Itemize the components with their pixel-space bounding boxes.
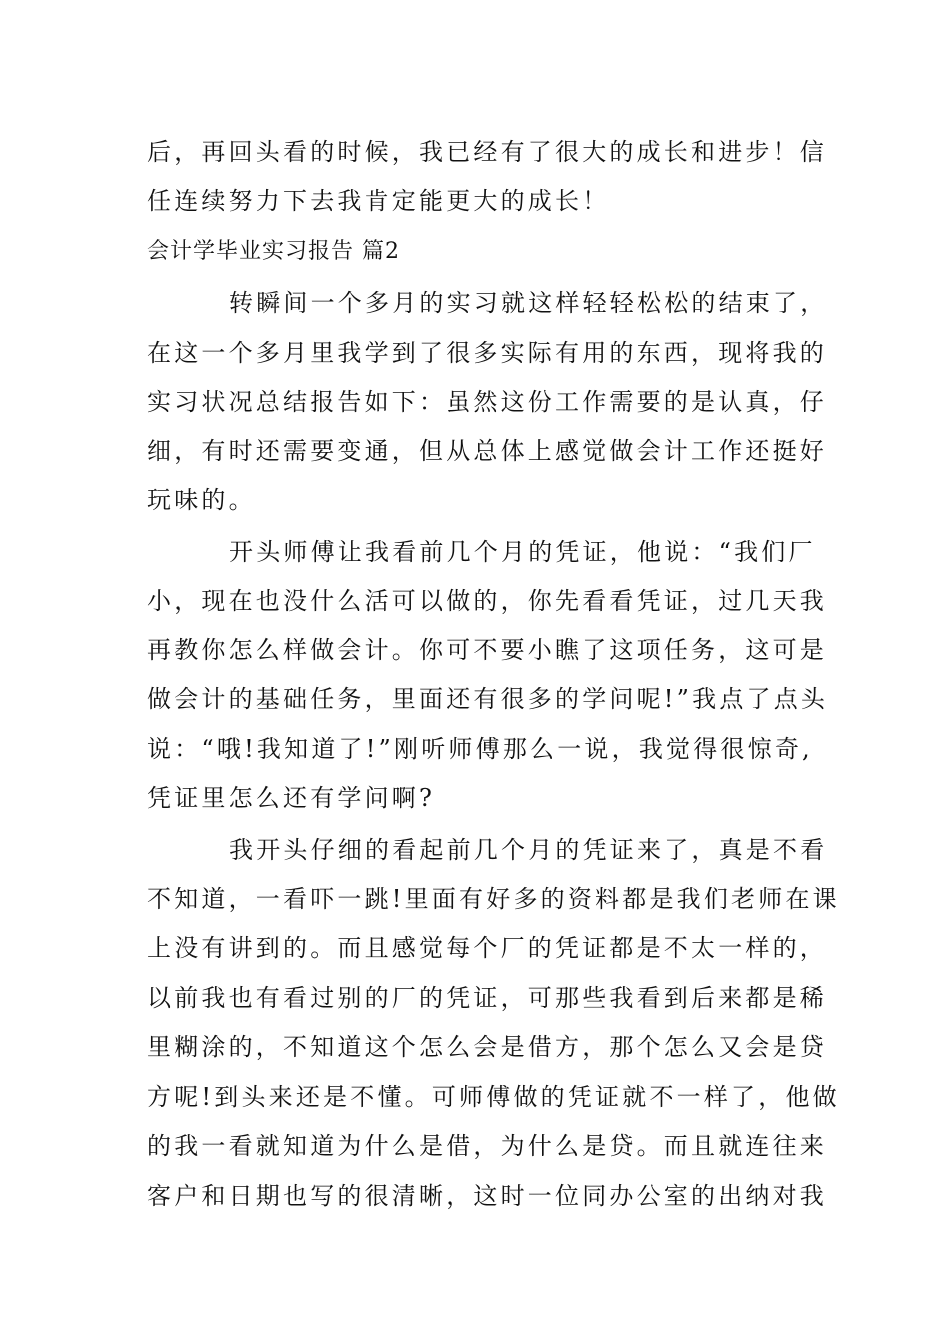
paragraph2-line-2: 小，现在也没什么活可以做的，你先看看凭证，过几天我	[147, 587, 827, 615]
paragraph3-line-1: 我开头仔细的看起前几个月的凭证来了，真是不看	[229, 836, 828, 864]
paragraph1-line-3: 实习状况总结报告如下：虽然这份工作需要的是认真，仔	[147, 388, 827, 416]
paragraph2-line-6: 凭证里怎么还有学问啊?	[147, 784, 436, 812]
intro-line-1: 后，再回头看的时候，我已经有了很大的成长和进步！信	[147, 138, 827, 166]
paragraph1-line-4: 细，有时还需要变通，但从总体上感觉做会计工作还挺好	[147, 437, 827, 465]
paragraph3-line-5: 里糊涂的，不知道这个怎么会是借方，那个怎么又会是贷	[147, 1033, 827, 1061]
paragraph3-line-7: 的我一看就知道为什么是借，为什么是贷。而且就连往来	[147, 1132, 827, 1160]
paragraph2-line-3: 再教你怎么样做会计。你可不要小瞧了这项任务，这可是	[147, 636, 827, 664]
paragraph3-line-6: 方呢!到头来还是不懂。可师傅做的凭证就不一样了，他做	[147, 1083, 840, 1111]
paragraph1-line-2: 在这一个多月里我学到了很多实际有用的东西，现将我的	[147, 339, 827, 367]
paragraph1-line-1: 转瞬间一个多月的实习就这样轻轻松松的结束了，	[229, 289, 828, 317]
paragraph3-line-4: 以前我也有看过别的厂的凭证，可那些我看到后来都是稀	[147, 984, 827, 1012]
paragraph3-line-3: 上没有讲到的。而且感觉每个厂的凭证都是不太一样的，	[147, 934, 827, 962]
paragraph2-line-5: 说：“哦!我知道了!”刚听师傅那么一说，我觉得很惊奇,	[147, 735, 813, 763]
section-title: 会计学毕业实习报告 篇2	[147, 239, 400, 264]
paragraph2-line-4: 做会计的基础任务，里面还有很多的学问呢!”我点了点头	[147, 685, 829, 713]
intro-line-2: 任连续努力下去我肯定能更大的成长！	[147, 187, 610, 215]
paragraph3-line-8: 客户和日期也写的很清晰，这时一位同办公室的出纳对我	[147, 1182, 827, 1210]
paragraph3-line-2: 不知道，一看吓一跳!里面有好多的资料都是我们老师在课	[147, 885, 840, 913]
paragraph2-line-1: 开头师傅让我看前几个月的凭证，他说：“我们厂	[229, 538, 816, 566]
paragraph1-line-5: 玩味的。	[147, 486, 256, 514]
